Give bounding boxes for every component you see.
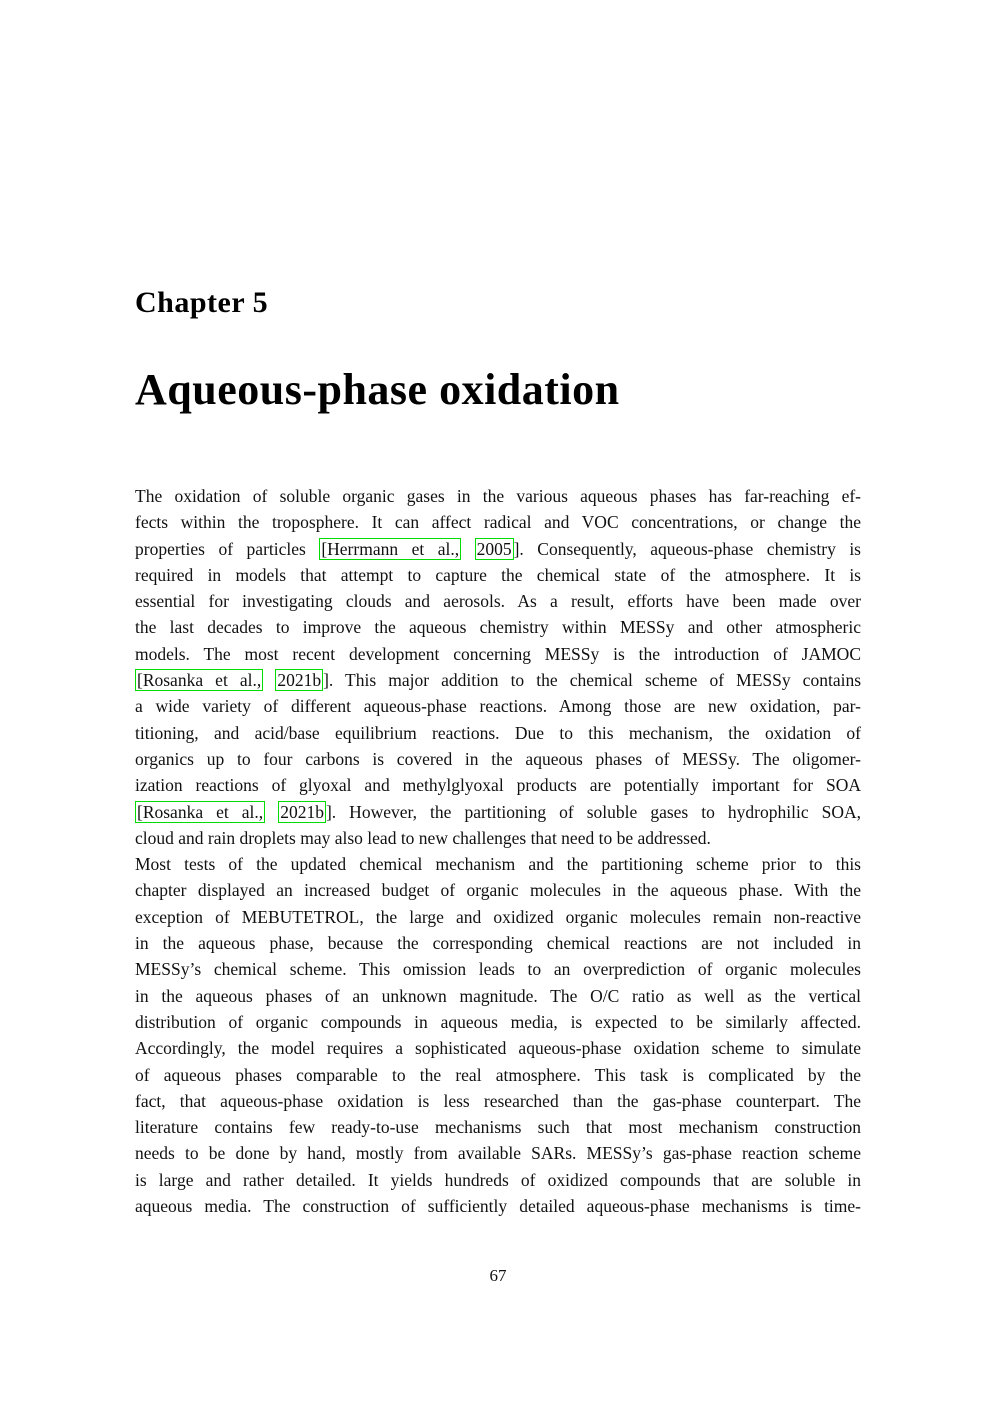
text-line: [135, 693, 861, 719]
text-segment: [461, 539, 475, 559]
citation-link[interactable]: 2021b: [277, 670, 322, 691]
citation-link[interactable]: [Rosanka et al.,: [137, 670, 262, 691]
text-line: [135, 1193, 861, 1219]
text-line: [135, 1167, 861, 1193]
text-segment: essential for investigating clouds and aerosols. As a result, efforts have been made over: [135, 591, 861, 612]
text-line: [135, 536, 861, 562]
text-line: [135, 1062, 861, 1088]
text-segment: chapter displayed an increased budget of organic molecules in the aqueous phase. With the: [135, 880, 861, 901]
text-line: [135, 956, 861, 982]
text-segment: ]. Consequently, aqueous-phase chemistry is: [513, 538, 861, 559]
text-line: [135, 1088, 861, 1114]
text-segment: [265, 802, 278, 822]
text-line: [135, 720, 861, 746]
text-segment: ]. However, the partitioning of soluble gases to hydrophilic SOA,: [325, 801, 861, 822]
text-segment: literature contains few ready-to-use mechanisms such that most mechanism construction: [135, 1117, 861, 1138]
citation-link[interactable]: [Herrmann et al.,: [321, 538, 460, 559]
paragraph: [135, 851, 861, 1219]
text-line: [135, 904, 861, 930]
text-segment: ization reactions of glyoxal and methylglyoxal products are potentially important for SOA: [135, 775, 861, 796]
text-segment: is large and rather detailed. It yields hundreds of oxidized compounds that are soluble in: [135, 1169, 861, 1190]
text-segment: models. The most recent development concerning MESSy is the introduction of JAMOC: [135, 643, 861, 664]
text-segment: exception of MEBUTETROL, the large and oxidized organic molecules remain non-reactive: [135, 906, 861, 927]
text-segment: needs to be done by hand, mostly from available SARs. MESSy’s gas-phase reaction scheme: [135, 1143, 861, 1164]
text-line: [135, 1009, 861, 1035]
text-line: [135, 509, 861, 535]
page-number: 67: [489, 1266, 507, 1285]
text-line: [135, 667, 861, 693]
text-segment: Accordingly, the model requires a sophisticated aqueous-phase oxidation scheme to simulate: [135, 1038, 861, 1059]
text-segment: fects within the troposphere. It can affect radical and VOC concentrations, or change the: [135, 512, 861, 533]
citation-link[interactable]: 2021b: [280, 801, 324, 822]
text-line: [135, 588, 861, 614]
text-line: [135, 614, 861, 640]
text-line: [135, 1035, 861, 1061]
text-line: [135, 562, 861, 588]
citation-link[interactable]: 2005: [476, 538, 512, 559]
text-segment: aqueous media. The construction of sufficiently detailed aqueous-phase mechanisms is time-: [135, 1196, 861, 1217]
text-segment: ]. This major addition to the chemical scheme of MESSy contains: [323, 670, 862, 691]
text-segment: organics up to four carbons is covered in the aqueous phases of MESSy. The oligomer-: [135, 748, 861, 769]
chapter-label: Chapter 5: [135, 286, 269, 319]
text-line: [135, 1114, 861, 1140]
text-segment: Most tests of the updated chemical mechanism and the partitioning scheme prior to this: [135, 854, 861, 875]
text-line: [135, 772, 861, 798]
text-segment: in the aqueous phase, because the corresponding chemical reactions are not included in: [135, 933, 861, 954]
text-segment: in the aqueous phases of an unknown magnitude. The O/C ratio as well as the vertical: [135, 985, 861, 1006]
text-segment: of aqueous phases comparable to the real atmosphere. This task is complicated by the: [135, 1064, 861, 1085]
text-line: [135, 799, 861, 825]
paragraph: [135, 483, 861, 851]
text-line: [135, 983, 861, 1009]
text-line: [135, 930, 861, 956]
text-segment: the last decades to improve the aqueous chemistry within MESSy and other atmospheric: [135, 617, 861, 638]
text-line: [135, 483, 861, 509]
text-segment: MESSy’s chemical scheme. This omission leads to an overprediction of organic molecules: [135, 959, 861, 980]
text-segment: fact, that aqueous-phase oxidation is less researched than the gas-phase counterpart. The: [135, 1090, 861, 1111]
text-segment: a wide variety of different aqueous-phase reactions. Among those are new oxidation, par-: [135, 696, 861, 717]
text-segment: distribution of organic compounds in aqueous media, is expected to be similarly affected.: [135, 1011, 861, 1032]
text-line: [135, 825, 861, 851]
text-segment: titioning, and acid/base equilibrium reactions. Due to this mechanism, the oxidation of: [135, 722, 861, 743]
text-segment: properties of particles: [135, 538, 320, 559]
citation-link[interactable]: [Rosanka et al.,: [137, 801, 264, 822]
text-line: [135, 746, 861, 772]
text-line: [135, 641, 861, 667]
text-segment: required in models that attempt to capture the chemical state of the atmosphere. It is: [135, 564, 861, 585]
page-title: Aqueous-phase oxidation: [135, 365, 620, 414]
text-segment: [263, 670, 275, 690]
body-text: [135, 483, 861, 1219]
text-line: [135, 1140, 861, 1166]
text-segment: The oxidation of soluble organic gases in the various aqueous phases has far-reaching ef-: [135, 486, 861, 506]
text-line: [135, 877, 861, 903]
text-line: [135, 851, 861, 877]
text-segment: cloud and rain droplets may also lead to new challenges that need to be addressed.: [135, 827, 711, 848]
